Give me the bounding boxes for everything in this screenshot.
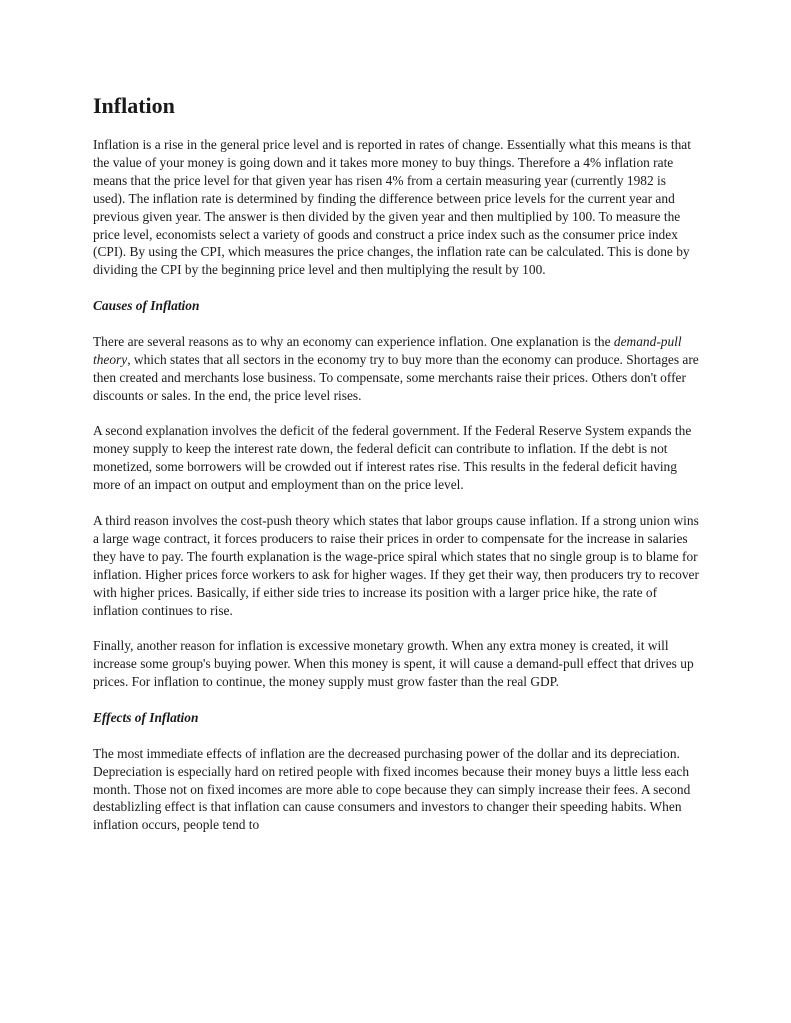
document-title: Inflation [93, 93, 175, 118]
causes-p1-text-end: , which states that all sectors in the economy try to buy more than the economy can produce. Shortages are then created and merchants lose business. To compensate, some merchants raise their prices. Others don't offer discounts or sales. In the end, the price level rises. [93, 351, 699, 403]
causes-paragraph-2: A second explanation involves the deficit of the federal government. If the Federal Reserve System expands the money supply to keep the interest rate down, the federal deficit can contribute to inflation. If the debt is not monetized, some borrowers will be crowded out if interest rates rise. This results in the federal deficit having more of an impact on output and employment than on the price level. [93, 423, 692, 493]
causes-paragraph-4: Finally, another reason for inflation is excessive monetary growth. When any extra money is created, it will increase some group's buying power. When this money is spent, it will cause a demand-pull effect that drives up prices. For inflation to continue, the money supply must grow faster than the real GDP. [93, 638, 694, 690]
effects-heading: Effects of Inflation [93, 709, 199, 725]
causes-p1-text-start: There are several reasons as to why an economy can experience inflation. One explanation is the [93, 333, 614, 349]
document-page [93, 91, 701, 852]
causes-heading: Causes of Inflation [93, 298, 200, 314]
intro-paragraph: Inflation is a rise in the general price level and is reported in rates of change. Essentially what this means is that the value of your money is going down and it takes more money to buy things. Therefore a 4% inflation rate means that the price level for that given year has risen 4% from a certain measuring year (currently 1982 is used). The inflation rate is determined by finding the difference between price levels for the current year and previous given year. The answer is then divided by the given year and then multiplied by 100. To measure the price level, economists select a variety of goods and construct a price index such as the consumer price index (CPI). By using the CPI, which measures the price changes, the inflation rate can be calculated. This is done by dividing the CPI by the beginning price level and then multiplying the result by 100. [93, 137, 691, 278]
effects-paragraph-1: The most immediate effects of inflation are the decreased purchasing power of the dollar and its depreciation. Depreciation is especially hard on retired people with fixed incomes because their money buys a little less each month. Those not on fixed incomes are more able to cope because they can simply increase their fees. A second destablizling effect is that inflation can cause consumers and investors to changer their speeding habits. When inflation occurs, people tend to [93, 745, 691, 833]
causes-paragraph-1 [93, 333, 701, 405]
demand-pull-term: demand-pull theory [93, 333, 682, 367]
causes-paragraph-3: A third reason involves the cost-push theory which states that labor groups cause inflation. If a strong union wins a large wage contract, it forces producers to raise their prices in order to compensate for the increase in salaries they have to pay. The fourth explanation is the wage-price spiral which states that no single group is to blame for inflation. Higher prices force workers to ask for higher wages. If they get their way, then producers try to recover with higher prices. Basically, if either side tries to increase its position with a larger price hike, the rate of inflation continues to rise. [93, 512, 699, 618]
